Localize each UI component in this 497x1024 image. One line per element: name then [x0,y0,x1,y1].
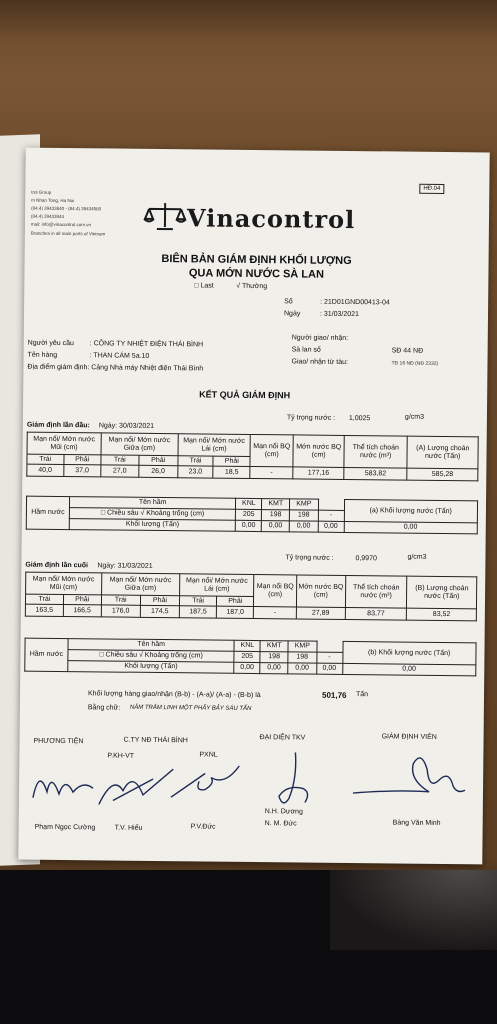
ngay-value: : 31/03/2021 [319,310,359,319]
last-inspection-date: Ngày: 31/03/2021 [97,562,153,570]
so-label: Số [284,298,293,306]
title-line-1: BIÊN BẢN GIÁM ĐỊNH KHỐI LƯỢNG [161,253,352,268]
normal-checkbox: √ Thường [236,282,268,291]
first-tank-table: Hầm nước Tên hầm KNL KMT KMP (a) Khối lượng nước (Tấn) □ Chiều sâu √ Khoảng trống (cm) 205 198 198 - Khối lượng (Tấn) 0,00 0,00 0,00 0,00 0,00 [26,496,478,535]
signature-3 [165,755,246,806]
form-code: HĐ.04 [419,184,444,194]
sign-n1: Phạm Ngọc Cường [34,823,96,832]
table-row: 40,0 37,0 27,0 26,0 23,0 18,5 - 177,16 583,82 585,28 [27,464,478,481]
signature-4 [267,748,328,813]
first-inspection-date: Ngày: 30/03/2021 [98,422,155,430]
sign-n4b: N. M. Đức [264,820,297,828]
summary-value: 501,76 [321,690,347,700]
title-line-2: QUA MỚN NƯỚC SÀ LAN [188,267,325,281]
summary-unit: Tấn [355,691,369,699]
sign-dai-dien: ĐẠI DIỆN TKV [259,734,306,742]
brand-name: Vinacontrol [186,202,356,234]
dark-fabric [0,870,497,1024]
signature-1 [29,758,100,809]
last-inspection-label: Giám định lần cuối [25,561,89,570]
inspection-document [18,148,489,865]
last-density-unit: g/cm3 [407,553,427,561]
vinacontrol-logo [143,201,356,235]
so-value: : 21D01GND00413-04 [320,298,390,307]
sign-n3: P.V.Đức [190,823,216,831]
first-density-value: 1,0025 [348,414,371,423]
last-tank-table: Hầm nước Tên hầm KNL KMT KMP (b) Khối lượng nước (Tấn) □ Chiều sâu √ Khoảng trống (cm) 205 198 198 - Khối lượng (Tấn) 0,00 0,00 0,00 0,00 0,00 [24,638,476,677]
wood-background [0,0,497,40]
place-label: Địa điểm giám định: Cảng Nhà máy Nhiệt điện Thái Bình [27,363,204,373]
goods-label: Tên hàng [27,351,58,359]
ship-label: Giao/ nhận từ tàu: [291,358,348,366]
sign-n4a: N.H. Dương [264,808,303,816]
last-checkbox: □ Last [194,282,214,290]
first-inspection-label: Giám định lần đầu: [26,421,90,430]
signature-5 [349,749,470,800]
sign-n5: Bàng Văn Minh [392,819,441,827]
sign-phuong-tien: PHƯƠNG TIỆN [33,737,84,746]
sign-gdv: GIÁM ĐỊNH VIÊN [381,733,437,741]
company-info: trol Group m Nhan Tong, Ha Noi (84.4) 39433840 - (84.4) 39434580 (84.4) 39433844 mail: info@vinacontrol.com.vn Branches in all main ports of Vietnam [30,189,106,237]
sign-pxnl: PXNL [199,751,218,759]
summary-label: Khối lượng hàng giao/nhận (B-b) - (A-a)/ (A-a) - (B-b) là [87,690,261,700]
ngay-label: Ngày [283,310,301,318]
scales-icon [143,201,187,233]
deliverer-label: Người giao/ nhận: [291,334,349,342]
ship-value: TĐ 16 NĐ (NĐ 2332) [391,360,439,367]
sign-n2: T.V. Hiểu [114,824,143,832]
first-density-label: Tỷ trọng nước : [286,414,336,422]
requester-label: Người yêu cầu [27,339,74,348]
first-density-unit: g/cm3 [404,413,425,421]
last-draft-table: Mạn nổi/ Mớn nước Mũi (cm) Mạn nổi/ Mớn nước Giữa (cm) Mạn nổi/ Mớn nước Lái (cm) Mạn nổi BQ (cm) Mớn nước BQ (cm) Thể tích choán nước (m³) (B) Lượng choán nước (Tấn) Trái Phải Trái Phải Trái Phải 163,5 166,5 176,0 174,5 187,5 187,0 - 27,89 83,77 83,52 [25,572,477,622]
table-row: 163,5 166,5 176,0 174,5 187,5 187,0 - 27,89 83,77 83,52 [25,604,476,621]
last-density-value: 0,9970 [355,555,377,563]
first-draft-table: Mạn nổi/ Mớn nước Mũi (cm) Mạn nổi/ Mớn nước Giữa (cm) Mạn nổi/ Mớn nước Lái (cm) Mạn nổi BQ (cm) Mớn nước BQ (cm) Thể tích choán nước (m³) (A) Lượng choán nước (Tấn) Trái Phải Trái Phải Trái Phải 40,0 37,0 27,0 26,0 23,0 18,5 - 177,16 583,82 585,28 [26,432,478,482]
barge-value: SĐ 44 NĐ [391,347,424,355]
words-label: Bằng chữ: [87,704,121,712]
sign-cty: C.TY NĐ THÁI BÌNH [123,736,188,745]
words-value: NĂM TRĂM LINH MỘT PHẨY BẢY SÁU TẤN [129,704,252,712]
goods-value: : THAN CÁM 5a.10 [89,352,150,360]
last-density-label: Tỷ trọng nước : [285,554,334,562]
sign-pkh: P.KH-VT [107,752,135,760]
barge-label: Sà lan số [291,346,321,354]
requester-value: : CÔNG TY NHIỆT ĐIỆN THÁI BÌNH [89,340,204,349]
result-title: KẾT QUẢ GIÁM ĐỊNH [199,389,291,401]
